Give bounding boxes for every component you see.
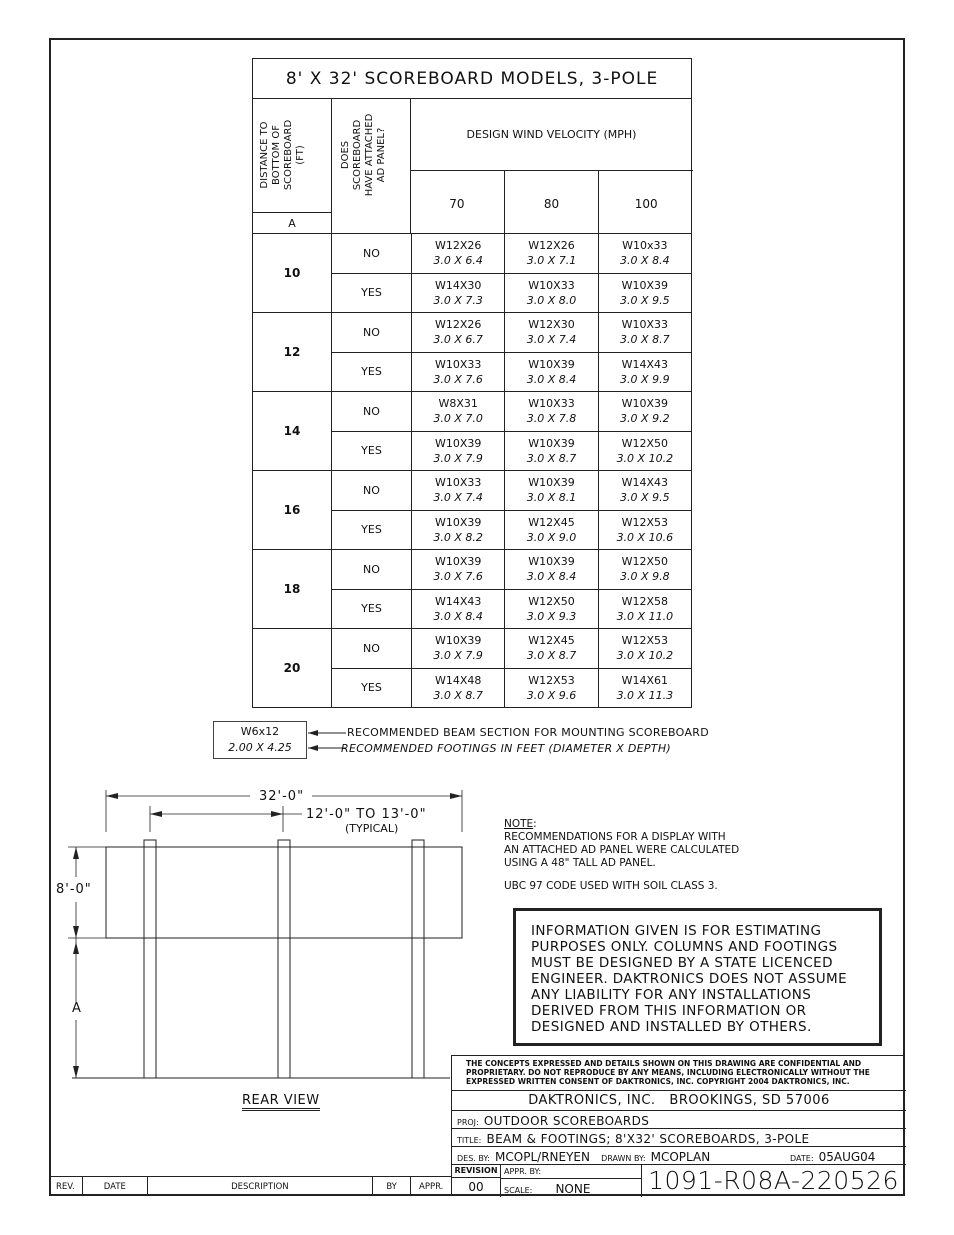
beam-section: W12X45	[528, 515, 575, 529]
beam-footing-cell	[505, 550, 598, 589]
beam-section: W12X50	[621, 555, 669, 568]
height-label-a: A	[72, 1001, 81, 1016]
footing-size: 3.0 X 8.4	[526, 570, 577, 583]
beam-footing-cell	[599, 669, 691, 708]
rev-header-appr: APPR.	[419, 1181, 444, 1192]
beam-section: W10X39	[434, 436, 482, 450]
beam-section: W14X61	[621, 673, 669, 687]
distance-value: 18	[253, 550, 332, 628]
beam-footing-cell	[412, 432, 505, 471]
rev-header-date: DATE	[83, 1177, 148, 1196]
footing-size: 3.0 X 8.7	[526, 451, 577, 465]
beam-section: W10X39	[528, 555, 575, 568]
beam-section: W12X50	[528, 594, 575, 608]
ad-panel-value: NO	[332, 234, 412, 273]
note-line-1: RECOMMENDATIONS FOR A DISPLAY WITH	[504, 831, 726, 843]
footing-size: 3.0 X 8.7	[620, 333, 670, 346]
beam-section: W12X30	[528, 318, 575, 331]
confidential-notice: THE CONCEPTS EXPRESSED AND DETAILS SHOWN ON THIS DRAWING ARE CONFIDENTIAL AND PROPRIETARY. DO NOT REPRODUCE BY ANY MEANS, INCLUDING ELECTRONICALLY WITHOUT THE EXPRESSED WRITTEN CONSENT OF DAKTRONICS, INC. COPYRIGHT 2004 DAKTRONICS, INC.	[452, 1056, 906, 1091]
beam-footing-cell	[599, 471, 691, 510]
footing-size: 3.0 X 6.7	[433, 333, 483, 346]
drawing-number: 1091-R08A-220526	[648, 1166, 899, 1195]
ad-panel-value: YES	[332, 432, 412, 471]
ad-panel-value: NO	[332, 471, 412, 510]
table-body	[253, 234, 691, 707]
footing-size: 3.0 X 10.2	[616, 451, 674, 465]
ad-panel-value: YES	[332, 590, 412, 629]
rev-header-by: BY	[373, 1177, 412, 1196]
distance-group	[253, 471, 691, 550]
speed-80: 80	[505, 170, 600, 233]
speed-100: 100	[634, 197, 658, 211]
beam-footing-cell	[412, 590, 505, 629]
footing-size: 3.0 X 8.4	[526, 372, 577, 386]
footing-size: 3.0 X 7.1	[526, 254, 577, 267]
distance-group	[253, 234, 691, 313]
beam-footing-cell	[505, 669, 598, 708]
beam-footing-cell	[505, 234, 598, 273]
beam-section: W10X33	[621, 318, 669, 331]
footing-size: 3.0 X 7.6	[433, 570, 483, 583]
company-line: DAKTRONICS, INC. BROOKINGS, SD 57006	[452, 1091, 906, 1111]
beam-footing-cell	[412, 313, 505, 352]
beam-section: W14X43	[621, 476, 669, 489]
footing-size: 3.0 X 7.9	[433, 451, 483, 465]
footing-size: 3.0 X 11.3	[616, 688, 674, 702]
title-label: TITLE:	[457, 1136, 482, 1145]
beam-footing-cell	[505, 313, 598, 352]
footing-size: 3.0 X 8.2	[433, 530, 483, 544]
beam-section: W10X39	[621, 397, 669, 410]
distance-group	[253, 550, 691, 629]
beam-footing-cell	[599, 353, 691, 392]
beam-footing-cell	[505, 274, 598, 313]
note-line-4: UBC 97 CODE USED WITH SOIL CLASS 3.	[504, 880, 718, 892]
beam-section: W10X33	[434, 357, 482, 371]
footing-size: 3.0 X 9.2	[620, 412, 670, 425]
beam-section: W12X53	[528, 673, 575, 687]
footing-size: 3.0 X 9.6	[526, 688, 577, 702]
distance-group	[253, 629, 691, 707]
distance-value: 20	[253, 629, 332, 707]
beam-footing-cell	[505, 392, 598, 431]
footing-size: 3.0 X 9.3	[526, 609, 577, 623]
beam-section: W14X43	[621, 357, 669, 371]
table-row	[332, 313, 691, 353]
table-header	[253, 99, 691, 234]
table-row	[332, 471, 691, 511]
beam-footing-cell	[505, 353, 598, 392]
footing-size: 3.0 X 7.0	[433, 412, 483, 425]
rear-view-drawing	[50, 780, 470, 1120]
beam-footing-cell	[599, 313, 691, 352]
beam-footing-cell	[599, 590, 691, 629]
distance-value: 10	[253, 234, 332, 312]
proj-label: PROJ:	[457, 1118, 479, 1127]
designer: MCOPL/RNEYEN	[495, 1150, 590, 1164]
beam-section: W10X39	[434, 555, 482, 568]
beam-footing-cell	[505, 471, 598, 510]
board-height-dimension: 8'-0"	[56, 882, 92, 897]
beam-section: W14X48	[434, 673, 482, 687]
disclaimer-box	[513, 908, 882, 1046]
scale-label: SCALE:	[504, 1186, 533, 1195]
beam-footing-cell	[412, 471, 505, 510]
footing-size: 3.0 X 8.4	[433, 609, 483, 623]
beam-section: W10X39	[528, 436, 575, 450]
beam-section: W12X26	[528, 239, 575, 252]
speed-headers	[410, 170, 693, 233]
date-label: DATE:	[790, 1154, 814, 1163]
footing-size: 3.0 X 9.5	[620, 293, 670, 307]
scale-value: NONE	[555, 1182, 591, 1196]
drawn-label: DRAWN BY:	[601, 1154, 646, 1163]
beam-footing-cell	[599, 392, 691, 431]
overall-width-dimension: 32'-0"	[259, 789, 305, 804]
drafter: MCOPLAN	[650, 1150, 711, 1164]
beam-footing-cell	[505, 432, 598, 471]
beam-section: W10X39	[434, 515, 482, 529]
footing-size: 3.0 X 8.0	[526, 293, 577, 307]
footing-size: 3.0 X 7.9	[433, 649, 483, 662]
beam-footing-cell	[412, 234, 505, 273]
beam-footing-cell	[412, 353, 505, 392]
distance-letter: A	[253, 212, 331, 234]
distance-group	[253, 313, 691, 392]
footing-size: 3.0 X 7.4	[526, 333, 577, 346]
ad-panel-header: DOES SCOREBOARD HAVE ATTACHED AD PANEL?	[340, 113, 387, 197]
beam-section: W10X39	[528, 476, 575, 489]
drawing-title: BEAM & FOOTINGS; 8'X32' SCOREBOARDS, 3-POLE	[486, 1132, 810, 1146]
footing-size: 3.0 X 7.6	[433, 372, 483, 386]
revision-label: REVISION	[452, 1165, 500, 1178]
beam-section: W10X39	[528, 357, 575, 371]
beam-footing-cell	[599, 432, 691, 471]
beam-section: W8X31	[438, 397, 478, 410]
ad-panel-value: NO	[332, 313, 412, 352]
beam-section: W12X53	[621, 515, 669, 529]
beam-footing-cell	[412, 629, 505, 668]
footing-size: 3.0 X 11.0	[616, 609, 674, 623]
footing-size: 3.0 X 7.4	[433, 491, 483, 504]
table-row	[332, 432, 691, 471]
beam-section: W12X53	[621, 634, 669, 647]
wind-velocity-header: DESIGN WIND VELOCITY (MPH)	[410, 99, 693, 171]
revision-strip	[49, 1176, 451, 1196]
ad-panel-value: YES	[332, 511, 412, 550]
beam-footing-cell	[599, 274, 691, 313]
note-block: NOTE: RECOMMENDATIONS FOR A DISPLAY WITH AN ATTACHED AD PANEL WERE CALCULATED USING A 48" TALL AD PANEL. UBC 97 CODE USED WITH SOIL CLASS 3.	[504, 818, 740, 892]
revision-number: 00	[468, 1180, 484, 1194]
beam-footing-cell	[505, 511, 598, 550]
table-row	[332, 629, 691, 669]
beam-footing-cell	[505, 629, 598, 668]
beam-footing-cell	[412, 669, 505, 708]
ad-panel-value: YES	[332, 353, 412, 392]
beam-footing-cell	[599, 550, 691, 589]
footing-size: 3.0 X 8.1	[526, 491, 577, 504]
disclaimer-text: INFORMATION GIVEN IS FOR ESTIMATING PURPOSES ONLY. COLUMNS AND FOOTINGS MUST BE DESIGNED BY A STATE LICENCED ENGINEER. DAKTRONICS DOES NOT ASSUME ANY LIABILITY FOR ANY INSTALLATIONS DERIVED FROM THIS INFORMATION OR DESIGNED AND INSTALLED BY OTHERS.	[531, 923, 848, 1035]
beam-footing-cell	[599, 511, 691, 550]
beam-section: W12X26	[434, 318, 482, 331]
beam-footing-cell	[505, 590, 598, 629]
footing-size: 3.0 X 6.4	[433, 254, 483, 267]
beam-section: W12X45	[528, 634, 575, 647]
distance-group	[253, 392, 691, 471]
beam-section: W10X33	[528, 278, 575, 292]
footing-size: 3.0 X 8.4	[620, 254, 670, 267]
beam-section: W12X26	[434, 239, 482, 252]
beam-footing-cell	[412, 392, 505, 431]
legend-footing: 2.00 X 4.25	[228, 741, 292, 754]
table-row	[332, 234, 691, 274]
project-name: OUTDOOR SCOREBOARDS	[483, 1114, 650, 1128]
footing-size: 3.0 X 9.9	[620, 372, 670, 386]
table-row	[332, 669, 691, 708]
approved-by-label: APPR. BY:	[500, 1165, 641, 1179]
beam-section: W10X33	[528, 397, 575, 410]
beam-section: W14X30	[434, 278, 482, 292]
note-heading: NOTE	[504, 818, 534, 830]
pole-spacing-dimension: 12'-0" TO 13'-0"	[306, 807, 427, 822]
footing-size: 3.0 X 7.3	[433, 293, 483, 307]
beam-section: W12X58	[621, 594, 669, 608]
beam-section: W10X33	[434, 476, 482, 489]
footing-size: 3.0 X 10.6	[616, 530, 674, 544]
footing-size: 3.0 X 9.0	[526, 530, 577, 544]
footing-size: 3.0 X 9.8	[620, 570, 670, 583]
beam-footing-cell	[412, 550, 505, 589]
ad-panel-value: NO	[332, 629, 412, 668]
legend-footing-text: RECOMMENDED FOOTINGS IN FEET (DIAMETER X DEPTH)	[341, 742, 671, 755]
note-line-3: USING A 48" TALL AD PANEL.	[504, 857, 656, 869]
legend-beam-text: RECOMMENDED BEAM SECTION FOR MOUNTING SCOREBOARD	[347, 726, 709, 739]
revision-cell	[452, 1165, 501, 1197]
footing-size: 3.0 X 7.8	[526, 412, 577, 425]
legend-beam: W6x12	[240, 725, 280, 738]
table-row	[332, 353, 691, 392]
table-title: 8' X 32' SCOREBOARD MODELS, 3-POLE	[253, 59, 691, 99]
ad-panel-value: NO	[332, 550, 412, 589]
distance-value: 14	[253, 392, 332, 470]
des-label: DES. BY:	[457, 1154, 490, 1163]
beam-section: W10X39	[621, 278, 669, 292]
beam-section: W10x33	[622, 239, 668, 252]
legend-box	[213, 721, 307, 759]
ad-panel-value: NO	[332, 392, 412, 431]
beam-footing-cell	[412, 511, 505, 550]
beam-footing-cell	[599, 234, 691, 273]
ad-panel-value: YES	[332, 669, 412, 708]
title-block	[451, 1055, 905, 1196]
speed-70: 70	[410, 170, 505, 233]
ad-panel-value: YES	[332, 274, 412, 313]
rear-view-label: REAR VIEW	[242, 1093, 320, 1111]
footing-size: 3.0 X 8.7	[433, 688, 483, 702]
table-row	[332, 274, 691, 313]
note-line-2: AN ATTACHED AD PANEL WERE CALCULATED	[504, 844, 740, 856]
beam-footing-cell	[599, 629, 691, 668]
distance-value: 16	[253, 471, 332, 549]
beam-section: W12X50	[621, 436, 669, 450]
beam-section: W10X39	[434, 634, 482, 647]
footing-size: 3.0 X 9.5	[620, 491, 670, 504]
beam-section: W14X43	[434, 594, 482, 608]
table-row	[332, 392, 691, 432]
pole-spacing-note: (TYPICAL)	[345, 822, 399, 835]
beam-footing-cell	[412, 274, 505, 313]
table-row	[332, 511, 691, 550]
table-row	[332, 590, 691, 629]
rev-header-description: DESCRIPTION	[148, 1177, 373, 1196]
rev-header-rev: REV.	[49, 1177, 83, 1196]
beam-footing-table	[252, 58, 692, 708]
footing-size: 3.0 X 10.2	[616, 649, 674, 662]
distance-value: 12	[253, 313, 332, 391]
drawing-date: 05AUG04	[818, 1150, 876, 1164]
table-row	[332, 550, 691, 590]
distance-header: DISTANCE TO BOTTOM OF SCOREBOARD (FT)	[259, 119, 306, 191]
footing-size: 3.0 X 8.7	[526, 649, 577, 662]
